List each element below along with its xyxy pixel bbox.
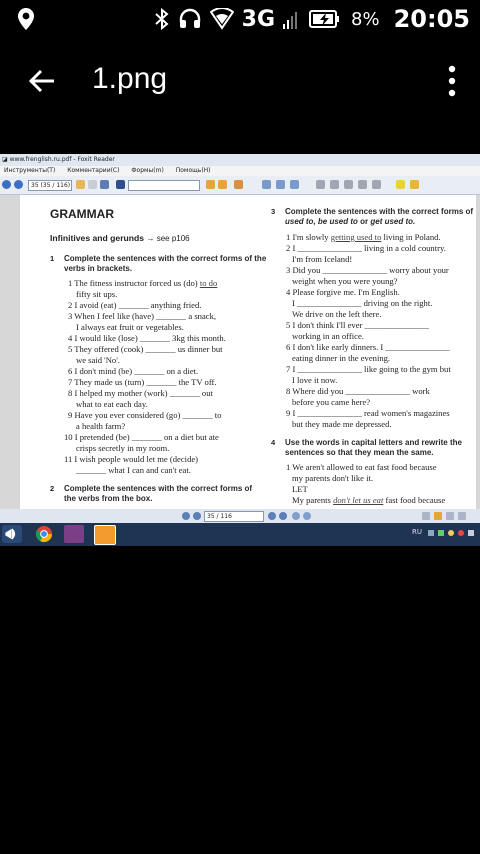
layout-cover-icon[interactable] (458, 512, 466, 520)
layout-continuous-icon[interactable] (434, 512, 442, 520)
ex2-instruction-1: Complete the sentences with the correct forms of (64, 484, 253, 493)
page-number-field[interactable]: 35 (35 / 116) (28, 180, 72, 191)
screenshot-image (0, 154, 480, 546)
ex4-keyword: LET (292, 484, 308, 494)
select-text-icon[interactable] (88, 180, 97, 189)
search-prev-icon[interactable] (206, 180, 215, 189)
ex3-item-2b: I'm from Iceland! (292, 254, 353, 264)
ex3-number: 3 (271, 207, 276, 216)
first-page-icon[interactable] (182, 512, 190, 520)
clock: 20:05 (393, 5, 470, 33)
tray-icon-4[interactable] (458, 530, 464, 536)
ex4-item-1b: my parents don't like it. (292, 473, 374, 483)
ex2-number: 2 (50, 484, 55, 493)
single-page-icon[interactable] (316, 180, 325, 189)
reader-title-bar: ◪ www.frenglish.ru.pdf - Foxit Reader (0, 154, 480, 166)
back-arrow-icon[interactable] (26, 65, 58, 97)
tray-icon-2[interactable] (438, 530, 444, 536)
ex1-item-6: 6 I don't mind (be) _______ on a diet. (68, 366, 199, 376)
section-heading: Infinitives and gerunds → see p106 (50, 233, 190, 243)
fit-page-icon[interactable] (262, 180, 271, 189)
more-options-icon[interactable] (444, 64, 460, 98)
tray-icon-3[interactable] (448, 530, 454, 536)
tray-icon-1[interactable] (428, 530, 434, 536)
bluetooth-icon (154, 7, 170, 31)
ex1-item-9: 9 Have you ever considered (go) _______ to (68, 410, 222, 420)
image-title: 1.png (92, 62, 168, 95)
comment-icon[interactable] (410, 180, 419, 189)
left-gutter (0, 195, 20, 509)
ex1-instruction-2: verbs in brackets. (64, 264, 133, 273)
ex3-item-4b: I _______________ driving on the right. (292, 298, 433, 308)
layout-single-icon[interactable] (422, 512, 430, 520)
foxit-reader-icon[interactable] (94, 525, 116, 545)
ex3-item-6b: eating dinner in the evening. (292, 353, 391, 363)
ex2-instruction-2: the verbs from the box. (64, 494, 153, 503)
menu-comments[interactable]: Комментарии(C) (67, 167, 120, 174)
ex1-item-5: 5 They offered (cook) _______ us dinner but (68, 344, 223, 354)
ex3-item-5: 5 I don't think I'll ever _______________ (286, 320, 429, 330)
facing-icon[interactable] (344, 180, 353, 189)
continuous-icon[interactable] (330, 180, 339, 189)
battery-percent: 8% (351, 8, 380, 30)
next-page-nav-icon[interactable] (268, 512, 276, 520)
ex3-item-7b: I love it now. (292, 375, 338, 385)
ex1-item-5b: we said 'No'. (76, 355, 120, 365)
location-icon (14, 7, 38, 31)
previous-page-icon[interactable] (193, 512, 201, 520)
empty-viewer-area (0, 546, 480, 854)
ex1-item-8b: what to eat each day. (76, 399, 148, 409)
back-view-icon[interactable] (292, 512, 300, 520)
ex3-item-1: 1 I'm slowly getting used to living in Poland. (286, 232, 441, 242)
info-icon[interactable] (396, 180, 405, 189)
search-next-icon[interactable] (218, 180, 227, 189)
ex1-item-4: 4 I would like (lose) _______ 3kg this month. (68, 333, 226, 343)
ex3-item-8b: before you came here? (292, 397, 371, 407)
ex3-item-5b: working in an office. (292, 331, 364, 341)
ex1-item-1b: fifty sit ups. (76, 289, 118, 299)
nav-page-field[interactable]: 35 / 116 (204, 511, 264, 522)
fit-width-icon[interactable] (276, 180, 285, 189)
ex3-item-9: 9 I _______________ read women's magazines (286, 408, 450, 418)
ex1-item-3b: I always eat fruit or vegetables. (76, 322, 184, 332)
last-page-icon[interactable] (279, 512, 287, 520)
pdf-page (20, 195, 476, 509)
next-page-icon[interactable] (14, 180, 23, 189)
snapshot-icon[interactable] (100, 180, 109, 189)
reader-toolbar (0, 176, 480, 195)
ex4-number: 4 (271, 438, 276, 447)
headset-icon (178, 7, 202, 31)
ex4-item-1-rewrite: My parents don't let us eat fast food because (292, 495, 446, 505)
ex3-item-6: 6 I don't like early dinners. I _______________ (286, 342, 450, 352)
forward-view-icon[interactable] (303, 512, 311, 520)
ex3-item-7: 7 I _______________ like going to the gym but (286, 364, 451, 374)
grammar-heading: GRAMMAR (50, 207, 114, 221)
reader-page-nav (0, 509, 480, 523)
ex1-number: 1 (50, 254, 55, 263)
ex3-instruction-1: Complete the sentences with the correct forms of (285, 207, 474, 216)
ex3-item-3: 3 Did you _______________ worry about your (286, 265, 449, 275)
menu-forms[interactable]: Формы(m) (131, 167, 164, 174)
ex3-item-3b: weight when you were young? (292, 276, 398, 286)
ex1-item-7: 7 They made us (turn) _______ the TV off. (68, 377, 217, 387)
menu-tools[interactable]: Инструменты(T) (4, 167, 56, 174)
cover-icon[interactable] (358, 180, 367, 189)
ex1-item-9b: a health farm? (76, 421, 126, 431)
ex3-item-4: 4 Please forgive me. I'm English. (286, 287, 400, 297)
split-icon[interactable] (372, 180, 381, 189)
hand-tool-icon[interactable] (76, 180, 85, 189)
language-indicator[interactable]: RU (412, 528, 422, 536)
viewer-app-bar (0, 38, 480, 124)
signal-icon (283, 9, 301, 29)
ex4-instruction-1: Use the words in capital letters and rewrite the (285, 438, 462, 447)
ex1-item-1: 1 The fitness instructor forced us (do) to do (68, 278, 218, 288)
ex3-item-8: 8 Where did you _______________ work (286, 386, 430, 396)
network-type: 3G (241, 6, 276, 32)
wifi-icon (210, 8, 234, 30)
zoom-menu-icon[interactable] (234, 180, 243, 189)
layout-facing-icon[interactable] (446, 512, 454, 520)
find-icon[interactable] (116, 180, 125, 189)
status-bar (0, 0, 480, 38)
ex1-instruction-1: Complete the sentences with the correct forms of the (64, 254, 267, 263)
ex1-item-2: 2 I avoid (eat) _______ anything fried. (68, 300, 202, 310)
tray-icon-5[interactable] (468, 530, 474, 536)
find-field[interactable] (128, 180, 200, 191)
ex1-item-10: 10 I pretended (be) _______ on a diet but ate (64, 432, 219, 442)
ex3-item-4c: We drive on the left there. (292, 309, 382, 319)
ex3-item-2: 2 I _______________ living in a cold country. (286, 243, 446, 253)
ex4-instruction-2: sentences so that they mean the same. (285, 448, 434, 457)
right-gutter (476, 195, 480, 509)
ex3-instruction-2: used to, be used to or get used to. (285, 217, 416, 226)
winrar-icon[interactable] (64, 525, 84, 543)
chrome-icon[interactable] (34, 525, 54, 543)
ex3-item-9b: but they made me depressed. (292, 419, 392, 429)
rotate-icon[interactable] (290, 180, 299, 189)
battery-icon (309, 9, 341, 29)
ex1-item-11: 11 I wish people would let me (decide) (64, 454, 199, 464)
reader-menu-bar (0, 166, 480, 176)
start-button-icon[interactable] (2, 525, 22, 543)
ex1-item-10b: crisps secretly in my room. (76, 443, 170, 453)
ex1-item-8: 8 I helped my mother (work) _______ out (68, 388, 213, 398)
windows-taskbar (0, 523, 480, 546)
prev-page-icon[interactable] (2, 180, 11, 189)
ex1-item-11b: _______ what I can and can't eat. (76, 465, 191, 475)
ex4-item-1: 1 We aren't allowed to eat fast food because (286, 462, 437, 472)
menu-help[interactable]: Помощь(H) (175, 167, 211, 174)
ex1-item-3: 3 When I feel like (have) _______ a snack, (68, 311, 217, 321)
